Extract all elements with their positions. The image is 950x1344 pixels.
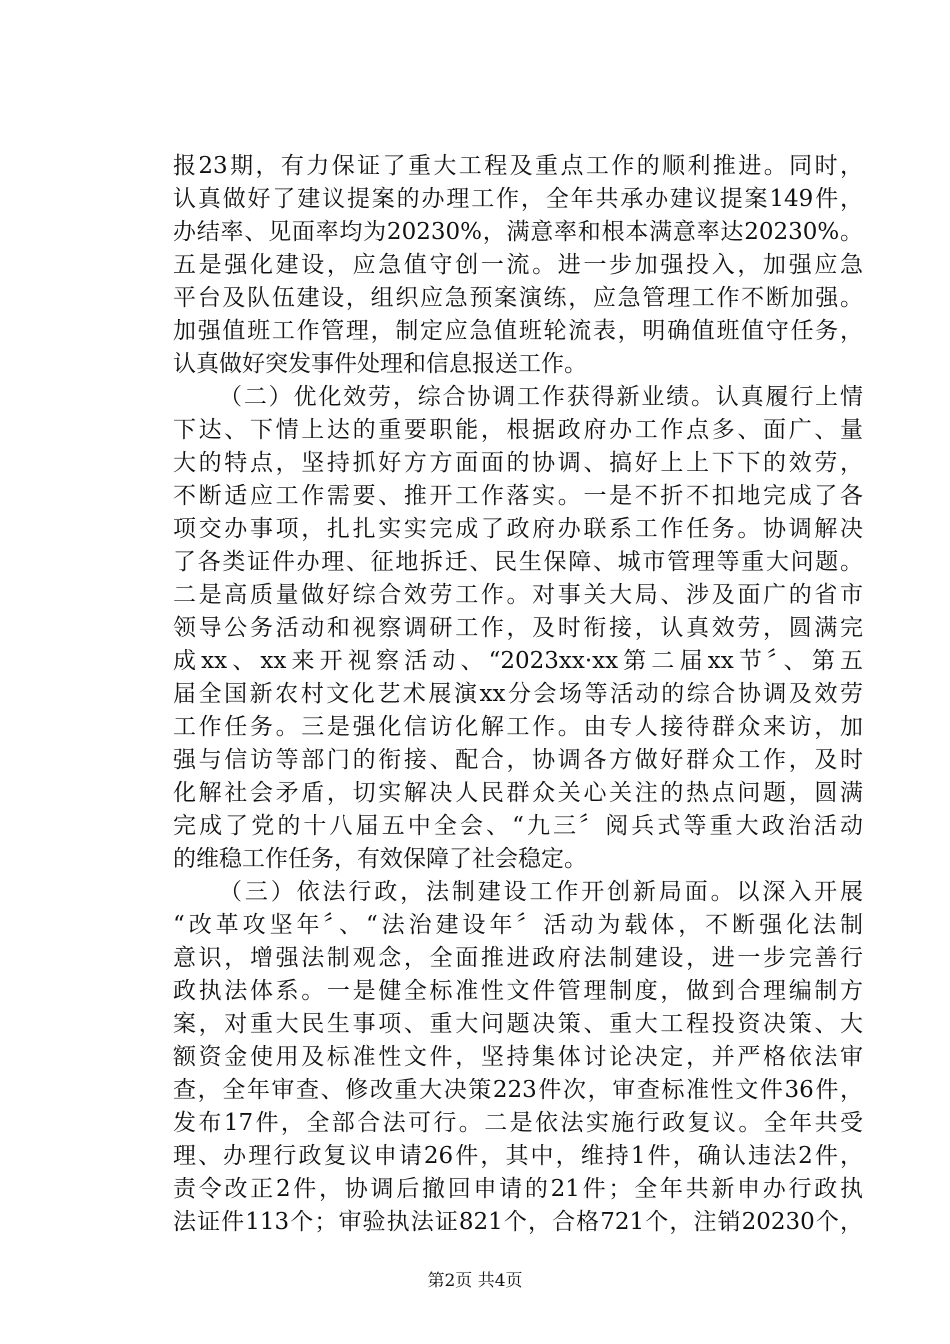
- text-line: 的维稳工作任务，有效保障了社会稳定。: [173, 846, 587, 872]
- text-line: “改革攻坚年〞、“法治建设年〞活动为载体，不断强化法制: [173, 912, 863, 938]
- page-number-footer: 第2页 共4页: [427, 1271, 523, 1291]
- text-line: 认真做好了建议提案的办理工作，全年共承办建议提案149件，: [173, 186, 863, 212]
- text-line: 责令改正2件，协调后撤回申请的21件；全年共新申办行政执: [173, 1176, 863, 1202]
- text-line: 政执法体系。一是健全标准性文件管理制度，做到合理编制方: [173, 978, 863, 1004]
- text-line: 届全国新农村文化艺术展演xx分会场等活动的综合协调及效劳: [173, 681, 863, 707]
- text-line: 化解社会矛盾，切实解决人民群众关心关注的热点问题，圆满: [173, 780, 863, 806]
- text-line: 不断适应工作需要、推开工作落实。一是不折不扣地完成了各: [173, 483, 863, 509]
- text-line: 强与信访等部门的衔接、配合，协调各方做好群众工作，及时: [173, 747, 863, 773]
- paragraph-start-line: （二）优化效劳，综合协调工作获得新业绩。认真履行上情: [219, 384, 863, 410]
- text-line: 意识，增强法制观念，全面推进政府法制建设，进一步完善行: [173, 945, 863, 971]
- text-line: 办结率、见面率均为20230%，满意率和根本满意率达20230%。: [173, 219, 863, 245]
- text-line: 完成了党的十八届五中全会、“九三〞阅兵式等重大政治活动: [173, 813, 863, 839]
- text-line: 成xx、xx来开视察活动、“2023xx·xx第二届xx节〞、第五: [173, 648, 863, 674]
- text-line: 报23期，有力保证了重大工程及重点工作的顺利推进。同时，: [173, 153, 863, 179]
- text-line: 加强值班工作管理，制定应急值班轮流表，明确值班值守任务，: [173, 318, 863, 344]
- text-line: 发布17件，全部合法可行。二是依法实施行政复议。全年共受: [173, 1110, 863, 1136]
- text-line: 额资金使用及标准性文件，坚持集体讨论决定，并严格依法审: [173, 1044, 863, 1070]
- text-line: 查，全年审查、修改重大决策223件次，审查标准性文件36件，: [173, 1077, 863, 1103]
- text-line: 工作任务。三是强化信访化解工作。由专人接待群众来访，加: [173, 714, 863, 740]
- text-line: 五是强化建设，应急值守创一流。进一步加强投入，加强应急: [173, 252, 863, 278]
- text-line: 领导公务活动和视察调研工作，及时衔接，认真效劳，圆满完: [173, 615, 863, 641]
- text-line: 法证件113个；审验执法证821个，合格721个，注销20230个，: [173, 1209, 863, 1235]
- text-line: 平台及队伍建设，组织应急预案演练，应急管理工作不断加强。: [173, 285, 863, 311]
- text-line: 认真做好突发事件处理和信息报送工作。: [173, 351, 587, 377]
- text-line: 项交办事项，扎扎实实完成了政府办联系工作任务。协调解决: [173, 516, 863, 542]
- text-line: 下达、下情上达的重要职能，根据政府办工作点多、面广、量: [173, 417, 863, 443]
- text-line: 大的特点，坚持抓好方方面面的协调、搞好上上下下的效劳，: [173, 450, 863, 476]
- text-line: 案，对重大民生事项、重大问题决策、重大工程投资决策、大: [173, 1011, 863, 1037]
- text-line: 了各类证件办理、征地拆迁、民生保障、城市管理等重大问题。: [173, 549, 863, 575]
- text-line: 二是高质量做好综合效劳工作。对事关大局、涉及面广的省市: [173, 582, 863, 608]
- document-body: [173, 150, 863, 1239]
- text-line: 理、办理行政复议申请26件，其中，维持1件，确认违法2件，: [173, 1143, 863, 1169]
- paragraph-start-line: （三）依法行政，法制建设工作开创新局面。以深入开展: [219, 879, 863, 905]
